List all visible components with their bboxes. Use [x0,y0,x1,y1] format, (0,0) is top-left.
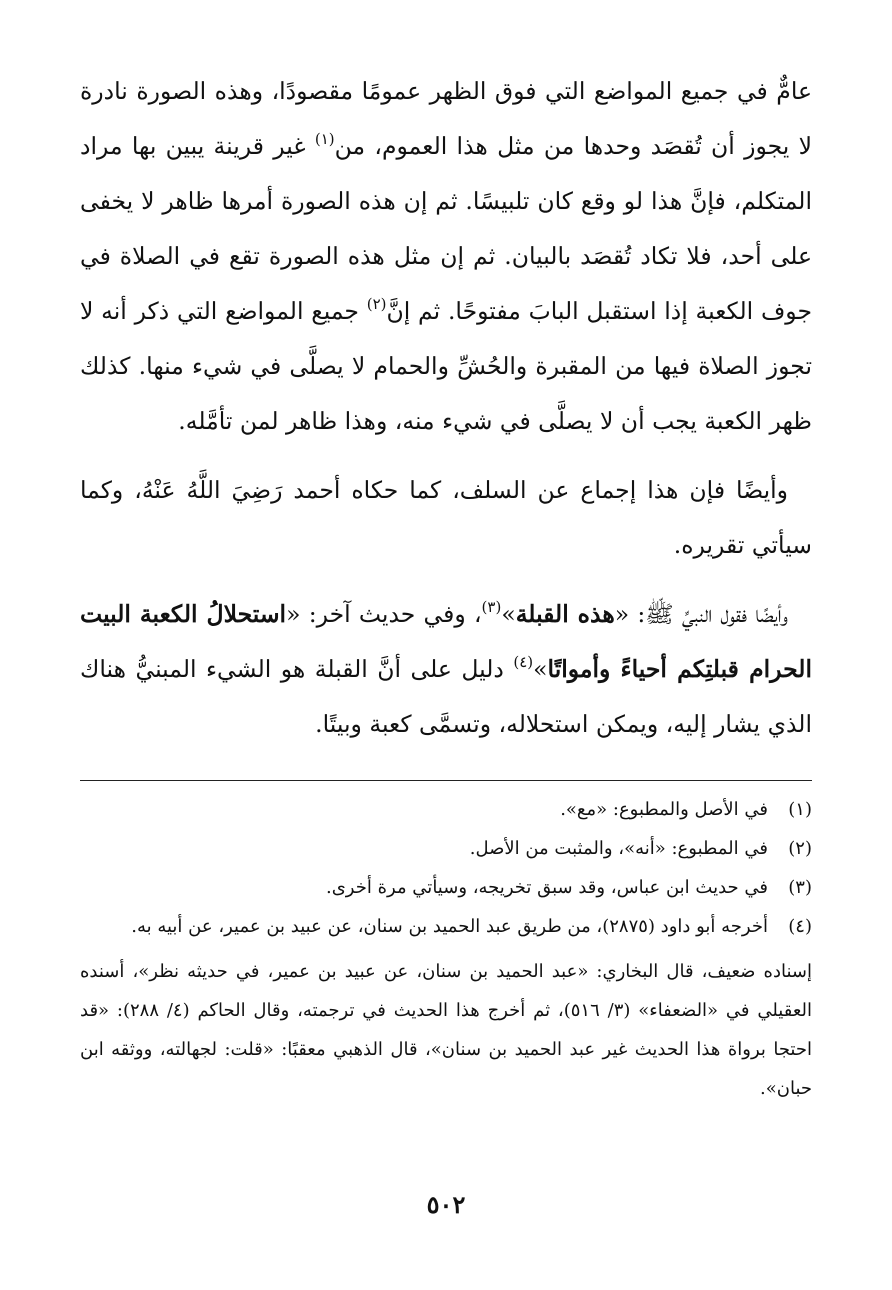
footnote-number: (٢) [788,838,812,859]
paragraph-1-part-b: غير قرينة يبين بها مراد المتكلم، فإنَّ هذا لو وقع كان تلبيسًا. ثم إن هذه الصورة أمرها ظاهر لا يخفى على أحد، فلا تكاد تُقصَد بالبيان. ثم إن مثل هذه الصورة تقع في الصلاة في جوف الكعبة إذا استقبل البابَ مفتوحًا. ثم إنَّ [80,132,812,325]
paragraph-1 [80,64,812,449]
paragraph-2: وأيضًا فإن هذا إجماع عن السلف، كما حكاه أحمد رَضِيَ اللَّهُ عَنْهُ، وكما سيأتي تقريره. [80,476,812,559]
footnote-text: في المطبوع: «أنه»، والمثبت من الأصل. [469,838,768,859]
footnote-number: (١) [788,799,812,820]
footnotes [80,790,812,1108]
footnote-ref-4: (٤) [513,653,534,671]
paragraph-3-part-e: دليل على أنَّ القبلة هو الشيء المبنيُّ هناك الذي يشار إليه، ويمكن استحلاله، وتسمَّى كعبة وبيتًا. [80,655,812,738]
footnote-3 [80,868,812,907]
footnote-ref-3: (٣) [481,598,502,616]
paragraph-3-part-d: » [533,655,548,683]
footnote-number: (٣) [788,877,812,898]
paragraph-1-part-c: جميع المواضع التي ذكر أنه لا تجوز الصلاة فيها من المقبرة والحُشِّ والحمام لا يصلَّى في شيء منها. كذلك ظهر الكعبة يجب أن لا يصلَّى في شيء منه، وهذا ظاهر لمن تأمَّله. [80,297,812,435]
footnote-ref-1: (١) [314,130,335,148]
footnote-text: أخرجه أبو داود (٢٨٧٥)، من طريق عبد الحميد بن سنان، عن عبيد بن عمير، عن أبيه به. [131,916,768,937]
footnote-ref-2: (٢) [366,295,387,313]
footnote-divider [80,780,812,781]
footnote-4-continuation: إسناده ضعيف، قال البخاري: «عبد الحميد بن سنان، عن عبيد بن عمير، في حديثه نظر»، أسنده العقيلي في «الضعفاء» (٣/ ٥١٦)، ثم أخرج هذا الحديث في ترجمته، وقال الحاكم (٤/ ٢٨٨): «قد احتجا برواة هذا الحديث غير عبد الحميد بن سنان»، قال الذهبي معقبًا: «قلت: لجهالته، ووثقه ابن حبان». [80,961,813,1099]
paragraph-3-part-c: ، وفي حديث آخر: « [286,600,482,628]
footnote-2 [80,829,812,868]
footnote-4 [80,907,812,946]
page-number: ٥٠٢ [426,1190,466,1219]
footnote-1 [80,790,812,829]
main-text [80,64,812,752]
paragraph-3-part-a: وأيضًا فقول النبيِّ ﷺ: « [614,600,788,628]
hadith-quote-1: هذه القبلة [515,600,615,628]
paragraph-3 [80,587,812,752]
paragraph-1-part-a: عامٌّ في جميع المواضع التي فوق الظهر عمومًا مقصودًا، وهذه الصورة نادرة لا يجوز أن تُقصَد وحدها من مثل هذا العموم، من [80,77,812,160]
paragraph-3-part-b: » [501,600,516,628]
hadith-quote-2: استحلالُ الكعبة البيت الحرام قبلتِكم أحياءً وأمواتًا [80,600,812,683]
footnote-number: (٤) [788,916,812,937]
footnote-text: في حديث ابن عباس، وقد سبق تخريجه، وسيأتي مرة أخرى. [325,877,768,898]
footnote-text: في الأصل والمطبوع: «مع». [560,799,768,820]
